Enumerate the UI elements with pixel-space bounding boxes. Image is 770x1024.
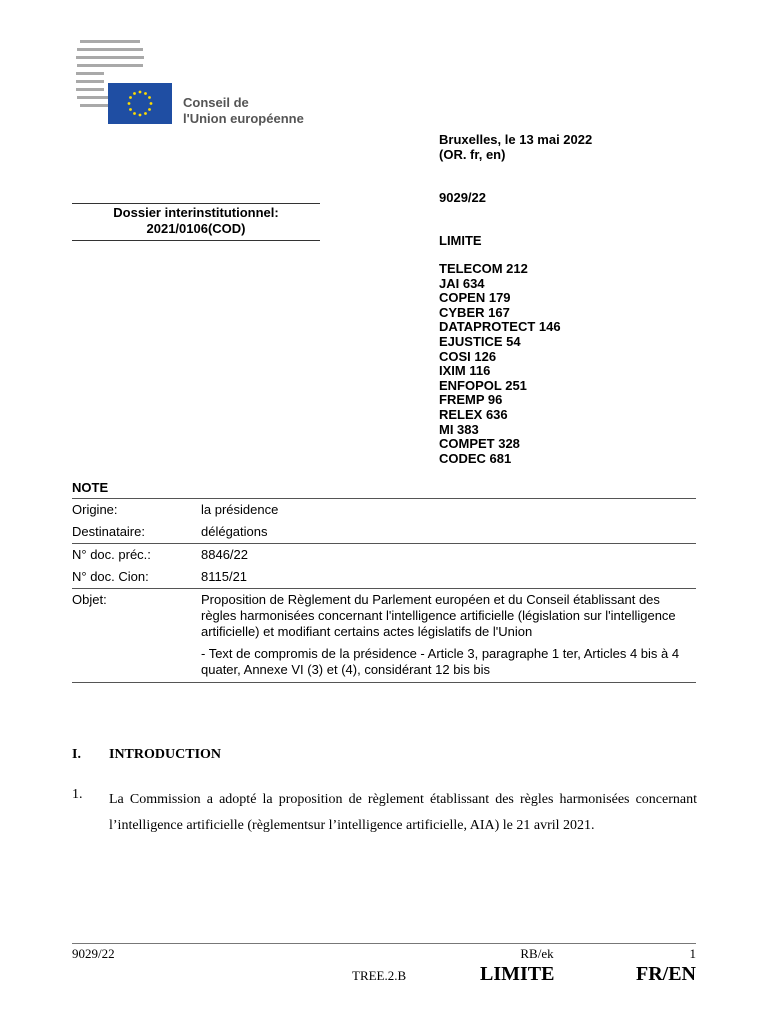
dossier-box [72,205,320,237]
date-block [439,132,592,162]
code-item: COSI 126 [439,348,497,364]
footer-doc-number: 9029/22 [72,946,115,961]
note-label: Destinataire: [72,524,145,539]
note-row-origin [72,498,696,521]
organization-line-2: l'Union européenne [183,111,304,126]
code-item: EJUSTICE 54 [439,333,521,349]
note-table [72,498,696,683]
dossier-value: 2021/0106(COD) [146,221,246,236]
original-language: (OR. fr, en) [439,147,506,162]
code-item: CYBER 167 [439,304,510,320]
footer-service: TREE.2.B [352,968,407,983]
paragraph-text: La Commission a adopté la proposition de règlement établissant des règles harmonisées concernant l’intelligence artificielle (règlementsur l’intelligence artificielle, AIA) le 21 avril 2021. [109,792,697,833]
code-item: ENFOPOL 251 [439,377,527,393]
code-item: DATAPROTECT 146 [439,319,561,335]
code-item: COPEN 179 [439,290,511,306]
classification-codes [439,262,561,466]
note-row-prev-doc [72,543,696,566]
place-date: Bruxelles, le 13 mai 2022 [439,132,593,147]
dossier-label: Dossier interinstitutionnel: [113,205,279,220]
note-value: délégations [201,524,268,539]
note-row-commission-doc [72,566,696,588]
code-item: MI 383 [439,421,479,437]
note-value: 8846/22 [201,547,248,562]
note-row-recipient [72,521,696,543]
subject-paragraph-1: Proposition de Règlement du Parlement européen et du Conseil établissant des règles harmonisées concernant l'intelligence artificielle (législation sur l'intelligence artificielle) et modifiant certains actes législatifs de l'Union [201,592,676,639]
footer-page-number: 1 [689,946,696,961]
note-title: NOTE [72,480,109,495]
code-item: JAI 634 [439,275,485,291]
note-value: 8115/21 [201,569,248,584]
section-title: INTRODUCTION [109,747,222,762]
note-subject [201,592,696,678]
note-label: N° doc. Cion: [72,569,149,584]
footer-languages: FR/EN [636,963,696,985]
paragraph-number: 1. [72,787,83,802]
footer-initials: RB/ek [520,946,554,961]
code-item: CODEC 681 [439,450,512,466]
classification-label: LIMITE [439,233,482,248]
note-label: Origine: [72,502,118,517]
footer-classification: LIMITE [480,963,555,985]
code-item: TELECOM 212 [439,261,528,276]
code-item: FREMP 96 [439,392,503,408]
code-item: RELEX 636 [439,406,508,422]
code-item: IXIM 116 [439,363,491,379]
document-number: 9029/22 [439,190,486,205]
subject-paragraph-2: - Text de compromis de la présidence - Article 3, paragraphe 1 ter, Articles 4 bis à 4 quater, Annexe VI (3) et (4), considérant 12 bis bis [201,646,680,677]
code-item: COMPET 328 [439,436,520,452]
organization-name [183,95,304,127]
note-value: la présidence [201,502,279,517]
note-row-subject [72,588,696,683]
dossier-rule-top [72,203,320,204]
section-number: I. [72,747,81,762]
note-label: N° doc. préc.: [72,547,151,562]
organization-line-1: Conseil de [183,95,249,110]
note-label: Objet: [72,592,107,607]
dossier-rule-bottom [72,240,320,241]
eu-flag-icon [108,83,172,124]
footer-rule [72,943,696,944]
